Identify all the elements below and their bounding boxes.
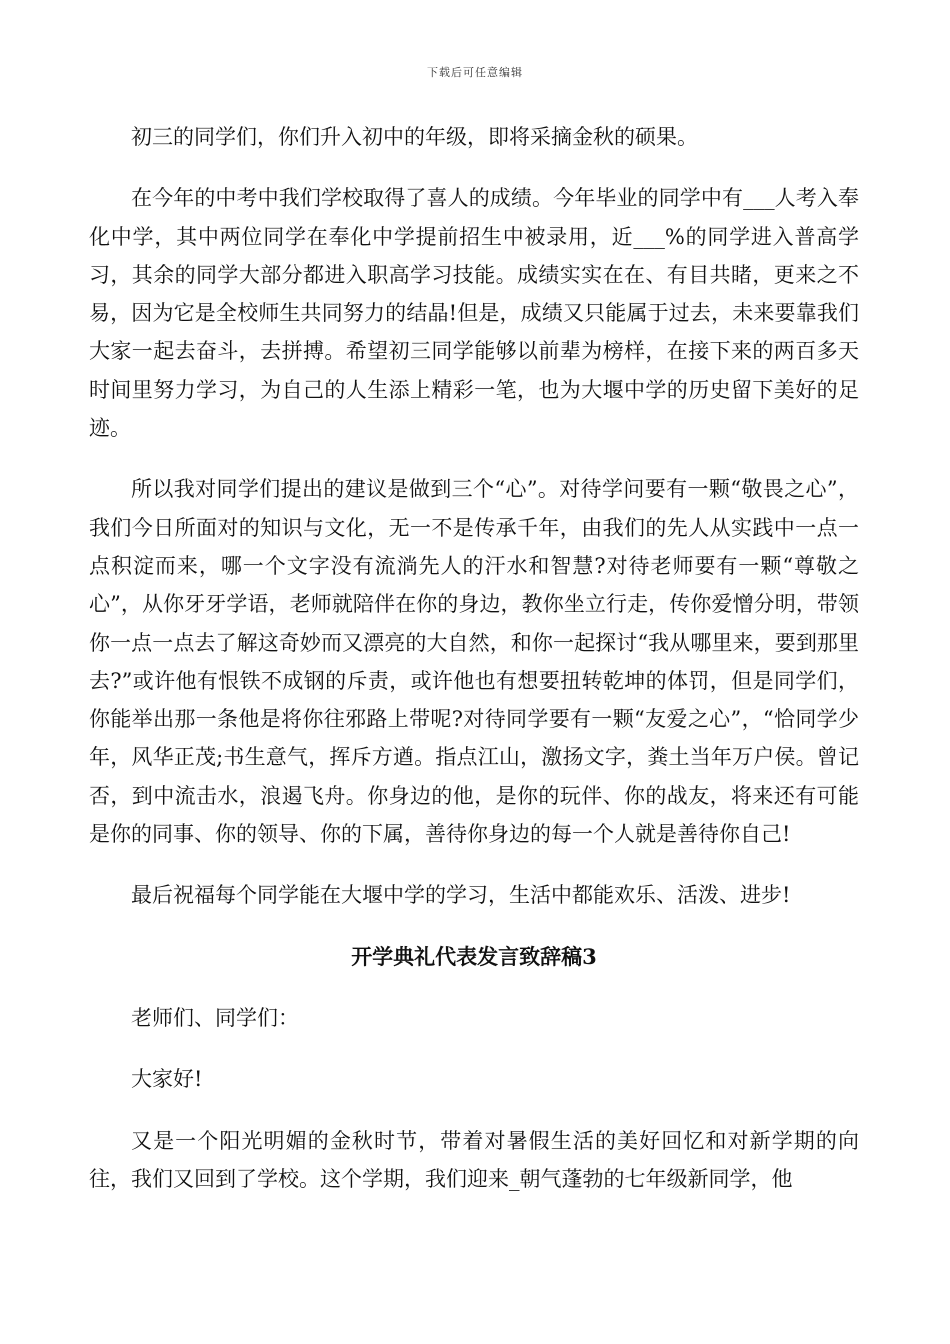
paragraph-3: 所以我对同学们提出的建议是做到三个“心”。对待学问要有一颗“敬畏之心”，我们今日所面对的知识与文化，无一不是传承千年，由我们的先人从实践中一点一点积淀而来，哪一个文字没有流淌先人的汗水和智慧?对待老师要有一颗“尊敬之心”，从你牙牙学语，老师就陪伴在你的身边，教你坐立行走，传你爱憎分明，带领你一点一点去了解这奇妙而又漂亮的大自然，和你一起探讨“我从哪里来，要到那里去?”或许他有恨铁不成钢的斥责，或许他也有想要扭转乾坤的体罚，但是同学们，你能举出那一条他是将你往邪路上带呢?对待同学要有一颗“友爱之心”，“恰同学少年，风华正茂;书生意气，挥斥方遒。指点江山，激扬文字，粪土当年万户侯。曾记否，到中流击水，浪遏飞舟。你身边的他，是你的玩伴、你的战友，将来还有可能是你的同事、你的领导、你的下属，善待你身边的每一个人就是善待你自己!: [89, 477, 859, 847]
greeting: 大家好!: [131, 1067, 203, 1092]
salutation: 老师们、同学们：: [131, 1005, 299, 1030]
document-body: [89, 118, 859, 1221]
header-note: 下载后可任意编辑: [427, 66, 523, 79]
section-heading: 开学典礼代表发言致辞稿3: [351, 943, 597, 969]
paragraph-4: 最后祝福每个同学能在大堰中学的学习，生活中都能欢乐、活泼、进步!: [131, 883, 791, 908]
paragraph-7: 又是一个阳光明媚的金秋时节，带着对暑假生活的美好回忆和对新学期的向往，我们又回到了学校。这个学期，我们迎来_朝气蓬勃的七年级新同学，他: [89, 1128, 859, 1191]
paragraph-1: 初三的同学们，你们升入初中的年级，即将采摘金秋的硕果。: [131, 125, 698, 149]
paragraph-2: 在今年的中考中我们学校取得了喜人的成绩。今年毕业的同学中有___人考入奉化中学，其中两位同学在奉化中学提前招生中被录用，近___%的同学进入普高学习，其余的同学大部分都进入职高学习技能。成绩实实在在、有目共睹，更来之不易，因为它是全校师生共同努力的结晶!但是，成绩又只能属于过去，未来要靠我们大家一起去奋斗，去拼搏。希望初三同学能够以前辈为榜样，在接下来的两百多天时间里努力学习，为自己的人生添上精彩一笔，也为大堰中学的历史留下美好的足迹。: [89, 186, 859, 441]
